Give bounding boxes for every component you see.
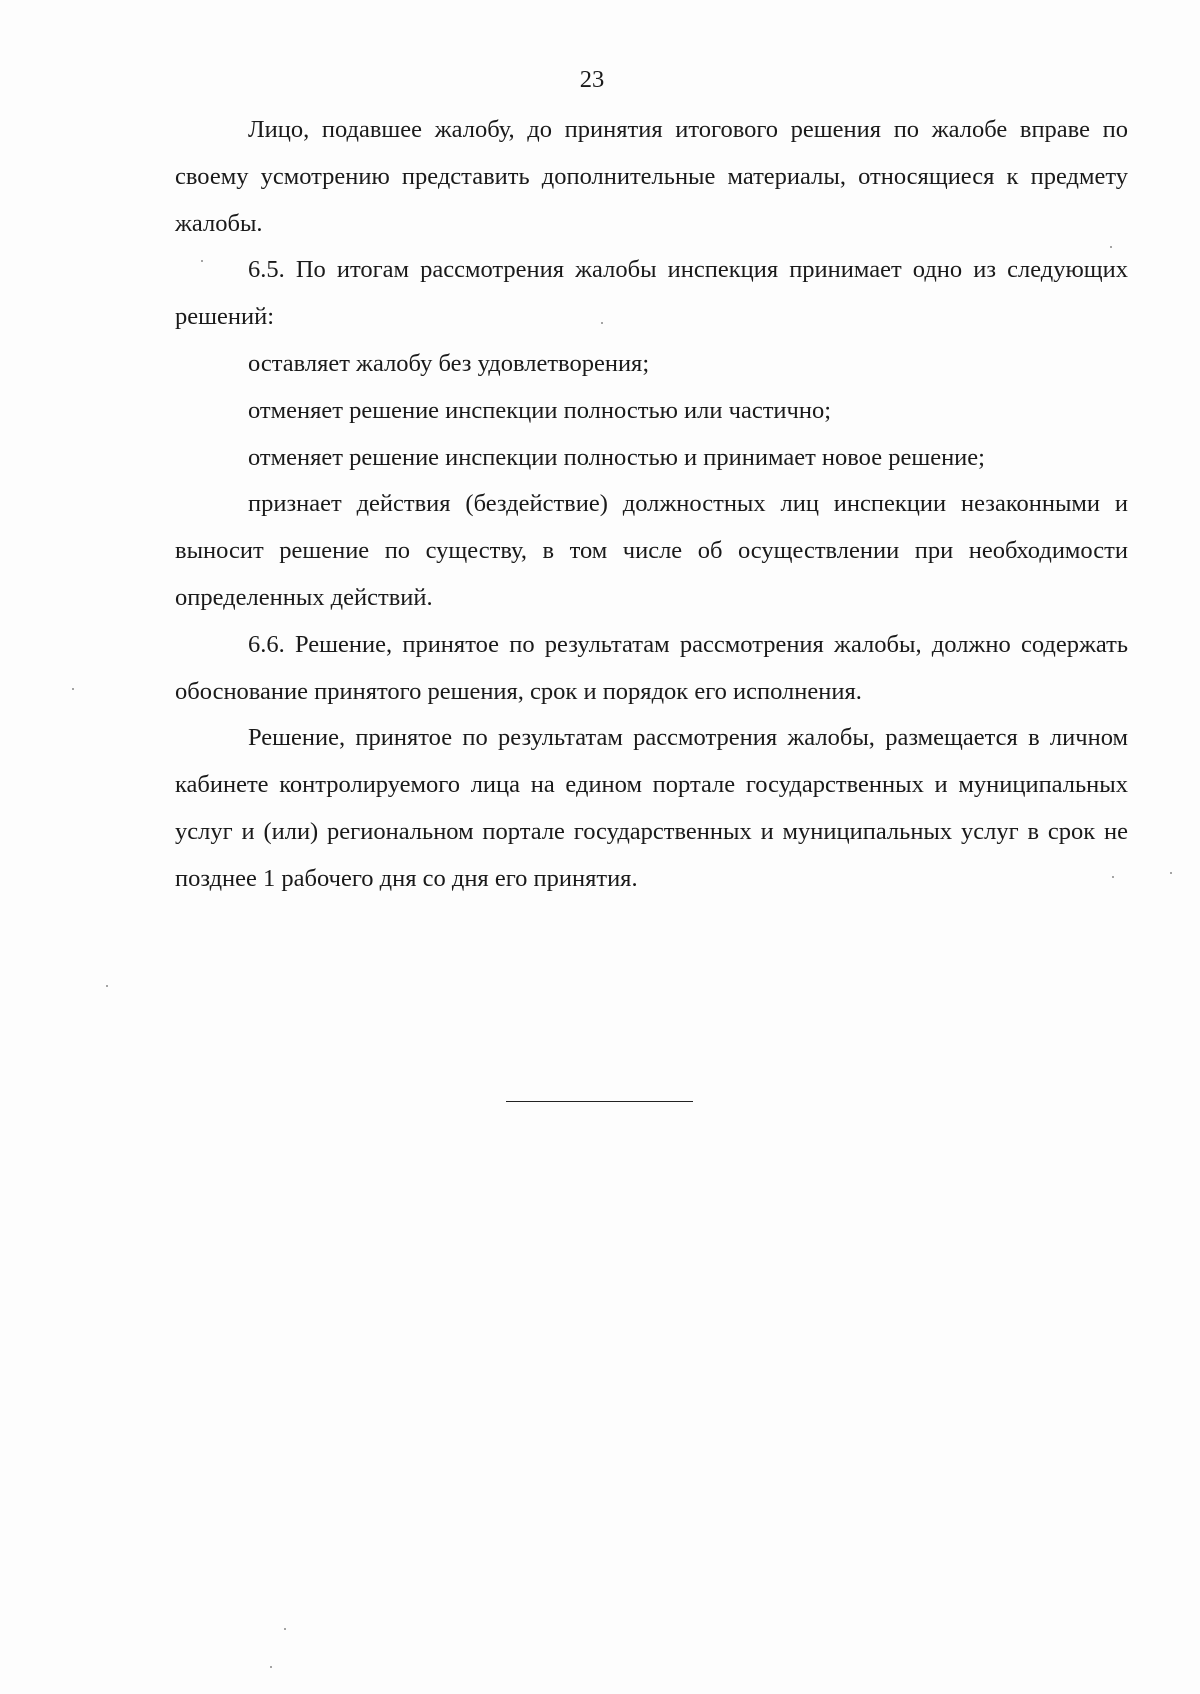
scan-speck [1112, 876, 1114, 878]
paragraph-additional-materials: Лицо, подавшее жалобу, до принятия итогового решения по жалобе вправе по своему усмотрению представить дополнительные материалы, относящиеся к предмету жалобы. [175, 116, 1128, 237]
scan-speck [270, 1666, 272, 1668]
document-body [175, 107, 1128, 903]
decision-option-unlawful: признает действия (бездействие) должностных лиц инспекции незаконными и выносит решение по существу, в том числе об осуществлении при необходимости определенных действий. [175, 490, 1128, 611]
scan-speck [1170, 872, 1172, 874]
scan-speck [601, 322, 603, 324]
scan-speck [106, 985, 108, 987]
scan-speck [1110, 246, 1112, 248]
end-separator-line [506, 1101, 693, 1102]
scan-speck [201, 260, 203, 262]
scan-speck [284, 1628, 286, 1630]
decision-option-cancel: отменяет решение инспекции полностью или частично; [248, 396, 831, 424]
scan-speck [72, 688, 74, 690]
paragraph-publication: Решение, принятое по результатам рассмотрения жалобы, размещается в личном кабинете контролируемого лица на едином портале государственных и муниципальных услуг и (или) региональном портале государственных и муниципальных услуг в срок не позднее 1 рабочего дня со дня его принятия. [175, 724, 1128, 892]
decision-option-cancel-new: отменяет решение инспекции полностью и принимает новое решение; [248, 443, 985, 471]
paragraph-6-6: 6.6. Решение, принятое по результатам рассмотрения жалобы, должно содержать обоснование принятого решения, срок и порядок его исполнения. [175, 630, 1128, 705]
page-number: 23 [579, 66, 605, 93]
paragraph-6-5: 6.5. По итогам рассмотрения жалобы инспекция принимает одно из следующих решений: [175, 256, 1128, 331]
decision-option-leave: оставляет жалобу без удовлетворения; [248, 349, 650, 377]
